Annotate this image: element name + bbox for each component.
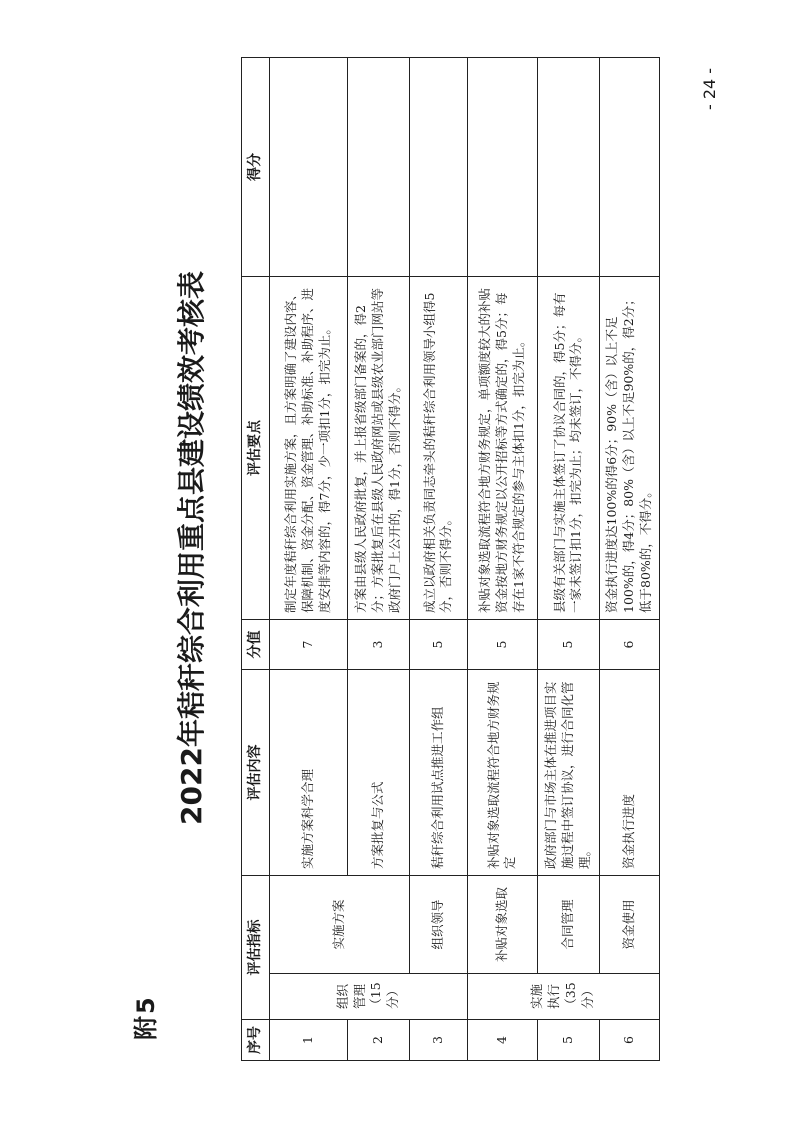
header-seq: 序号 [242,1020,270,1061]
row-points: 资金执行进度达100%的得6分；90%（含）以上不足100%的，得4分；80%（含）以上不足90%的，得2分；低于80%的，不得分。 [599,277,659,620]
row-value: 6 [599,620,659,670]
group-org-mgmt: 组织管理（15分） [269,974,467,1020]
row-value: 5 [467,620,537,670]
row-seq: 4 [467,1020,537,1061]
row-points: 方案由县级人民政府批复，并上报省级部门备案的，得2分；方案批复后在县级人民政府网站或县级农业部门网站等政府门户上公开的，得1分，否则不得分。 [347,277,409,620]
sub-indicator: 补贴对象选取 [467,876,537,974]
row-value: 5 [409,620,467,670]
evaluation-table [241,57,660,1061]
row-content: 方案批复与公式 [347,670,409,876]
table-row [269,58,347,1061]
row-seq: 2 [347,1020,409,1061]
row-seq: 3 [409,1020,467,1061]
page-number: - 24 - [700,67,719,110]
sub-indicator: 组织领导 [409,876,467,974]
row-content: 资金执行进度 [599,670,659,876]
sub-indicator: 资金使用 [599,876,659,974]
row-value: 7 [269,620,347,670]
table-row [409,58,467,1061]
row-seq: 1 [269,1020,347,1061]
group-implement: 实施执行（35分） [467,974,659,1020]
row-score[interactable] [269,58,347,277]
header-score-value: 分值 [242,620,270,670]
row-score[interactable] [467,58,537,277]
row-points: 县级有关部门与实施主体签订了协议合同的，得5分；每有一家未签订扣1分，扣完为止；均未签订，不得分。 [537,277,599,620]
sub-indicator: 合同管理 [537,876,599,974]
row-score[interactable] [409,58,467,277]
row-points: 成立以政府相关负责同志牵头的秸秆综合利用领导小组得5分，否则不得分。 [409,277,467,620]
row-content: 秸秆综合利用试点推进工作组 [409,670,467,876]
header-score: 得分 [242,58,270,277]
header-content: 评估内容 [242,670,270,876]
header-points: 评估要点 [242,277,270,620]
row-content: 补贴对象选取流程符合地方财务规定 [467,670,537,876]
annex-label: 附5 [132,995,160,1040]
row-seq: 6 [599,1020,659,1061]
sub-indicator: 实施方案 [269,876,409,974]
table-row [467,58,537,1061]
row-content: 实施方案科学合理 [269,670,347,876]
row-score[interactable] [599,58,659,277]
table-row [599,58,659,1061]
row-score[interactable] [537,58,599,277]
row-value: 5 [537,620,599,670]
row-content: 政府部门与市场主体在推进项目实施过程中签订协议，进行合同化管理。 [537,670,599,876]
row-score[interactable] [347,58,409,277]
table-header-row [242,58,270,1061]
page-title: 2022年秸秆综合利用重点县建设绩效考核表 [175,271,208,825]
row-value: 3 [347,620,409,670]
row-points: 制定年度秸秆综合利用实施方案，且方案明确了建设内容、保障机制、资金分配、资金管理、补助标准、补助程序、进度安排等内容的，得7分，少一项扣1分，扣完为止。 [269,277,347,620]
table-row [537,58,599,1061]
row-points: 补贴对象选取流程符合地方财务规定，单项额度较大的补贴资金按地方财务规定以公开招标等方式确定的，得5分；每存在1家不符合规定的参与主体扣1分，扣完为止。 [467,277,537,620]
header-indicator: 评估指标 [242,876,270,1020]
row-seq: 5 [537,1020,599,1061]
